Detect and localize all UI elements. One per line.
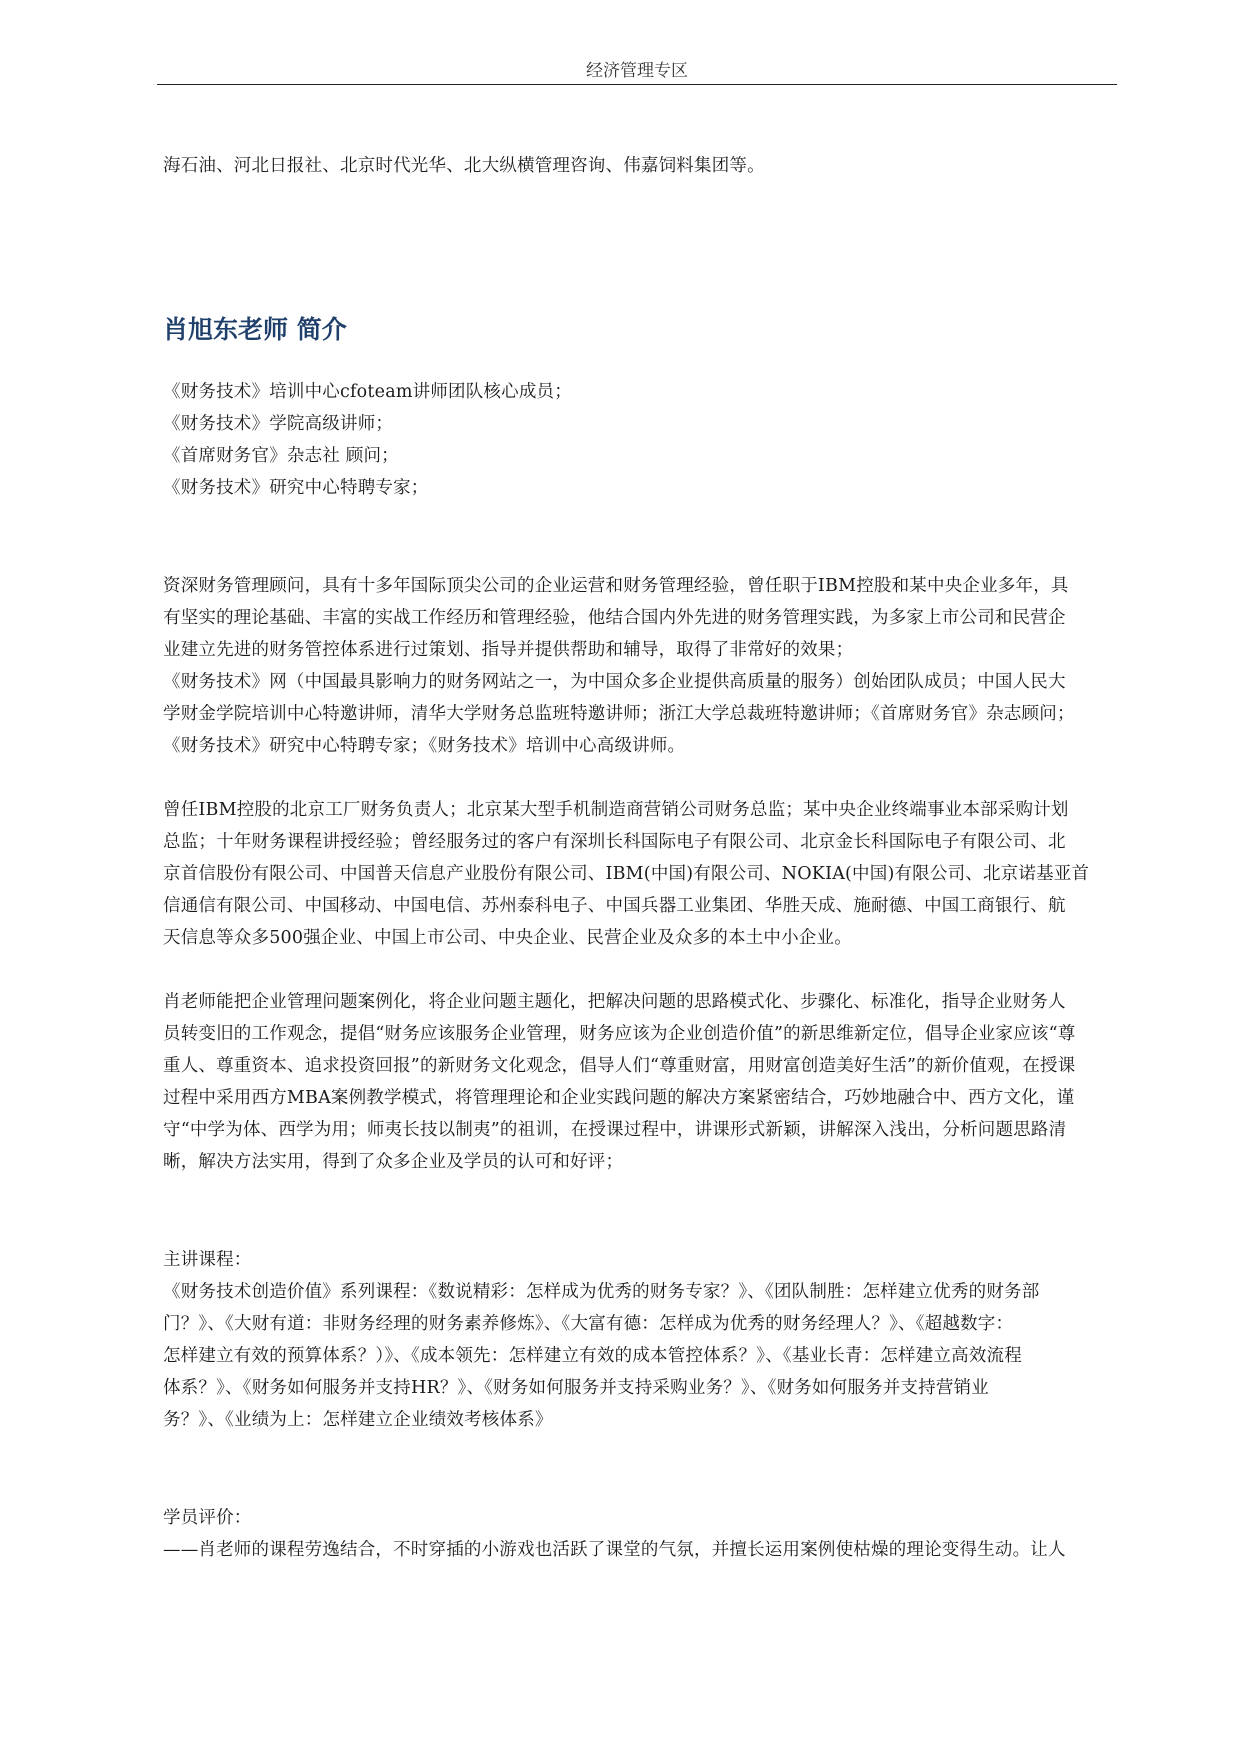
- paragraph-line: 守“中学为体、西学为用；师夷长技以制夷”的祖训，在授课过程中，讲课形式新颖，讲解深入浅出，分析问题思路清: [163, 1120, 1067, 1140]
- intro-tail-text: 海石油、河北日报社、北京时代光华、北大纵横管理咨询、伟嘉饲料集团等。: [163, 156, 765, 176]
- course-line: 体系？》、《财务如何服务并支持HR？》、《财务如何服务并支持采购业务？》、《财务如何服务并支持营销业: [163, 1378, 989, 1398]
- paragraph-line: 业建立先进的财务管控体系进行过策划、指导并提供帮助和辅导，取得了非常好的效果；: [163, 640, 854, 660]
- review-line: ——肖老师的课程劳逸结合，不时穿插的小游戏也活跃了课堂的气氛，并擅长运用案例使枯燥的理论变得生动。让人: [163, 1540, 1066, 1560]
- role-line: 《财务技术》学院高级讲师；: [163, 414, 394, 434]
- course-line: 门？》、《大财有道：非财务经理的财务素养修炼》、《大富有德：怎样成为优秀的财务经理人？》、《超越数字：: [163, 1314, 1014, 1334]
- paragraph-line: 资深财务管理顾问，具有十多年国际顶尖公司的企业运营和财务管理经验，曾任职于IBM控股和某中央企业多年，具: [163, 576, 1069, 596]
- course-line: 怎样建立有效的预算体系？）》、《成本领先：怎样建立有效的成本管控体系？》、《基业长青：怎样建立高效流程: [163, 1346, 1022, 1366]
- paragraph-line: 信通信有限公司、中国移动、中国电信、苏州泰科电子、中国兵器工业集团、华胜天成、施耐德、中国工商银行、航: [163, 896, 1066, 916]
- paragraph-line: 肖老师能把企业管理问题案例化，将企业问题主题化，把解决问题的思路模式化、步骤化、标准化，指导企业财务人: [163, 992, 1066, 1012]
- paragraph-line: 晰，解决方法实用，得到了众多企业及学员的认可和好评；: [163, 1152, 624, 1172]
- section-title: 肖旭东老师 简介: [163, 315, 347, 344]
- course-line: 《财务技术创造价值》系列课程：《数说精彩：怎样成为优秀的财务专家？》、《团队制胜：怎样建立优秀的财务部: [163, 1282, 1040, 1302]
- paragraph-line: 重人、尊重资本、追求投资回报”的新财务文化观念，倡导人们“尊重财富，用财富创造美好生活”的新价值观，在授课: [163, 1056, 1076, 1076]
- paragraph-line: 《财务技术》研究中心特聘专家；《财务技术》培训中心高级讲师。: [163, 736, 686, 756]
- paragraph-line: 京首信股份有限公司、中国普天信息产业股份有限公司、IBM(中国)有限公司、NOKIA(中国)有限公司、北京诺基亚首: [163, 864, 1090, 884]
- paragraph-line: 员转变旧的工作观念，提倡“财务应该服务企业管理，财务应该为企业创造价值”的新思维新定位，倡导企业家应该“尊: [163, 1024, 1076, 1044]
- reviews-heading: 学员评价：: [163, 1508, 252, 1528]
- paragraph-line: 过程中采用西方MBA案例教学模式，将管理理论和企业实践问题的解决方案紧密结合，巧妙地融合中、西方文化，谨: [163, 1088, 1075, 1108]
- courses-heading: 主讲课程：: [163, 1250, 252, 1270]
- paragraph-line: 有坚实的理论基础、丰富的实战工作经历和管理经验，他结合国内外先进的财务管理实践，为多家上市公司和民营企: [163, 608, 1066, 628]
- paragraph-line: 总监；十年财务课程讲授经验；曾经服务过的客户有深圳长科国际电子有限公司、北京金长科国际电子有限公司、北: [163, 832, 1066, 852]
- role-line: 《财务技术》研究中心特聘专家；: [163, 478, 429, 498]
- paragraph-line: 曾任IBM控股的北京工厂财务负责人；北京某大型手机制造商营销公司财务总监；某中央企业终端事业本部采购计划: [163, 800, 1069, 820]
- paragraph-line: 天信息等众多500强企业、中国上市公司、中央企业、民营企业及众多的本土中小企业。: [163, 928, 852, 948]
- course-line: 务？》、《业绩为上：怎样建立企业绩效考核体系》: [163, 1410, 553, 1430]
- header-title: 经济管理专区: [586, 61, 688, 81]
- paragraph-line: 《财务技术》网（中国最具影响力的财务网站之一，为中国众多企业提供高质量的服务）创始团队成员；中国人民大: [163, 672, 1066, 692]
- role-line: 《首席财务官》杂志社 顾问；: [163, 446, 399, 466]
- page-header: [157, 56, 1117, 85]
- role-line: 《财务技术》培训中心cfoteam讲师团队核心成员；: [163, 382, 572, 402]
- paragraph-line: 学财金学院培训中心特邀讲师，清华大学财务总监班特邀讲师；浙江大学总裁班特邀讲师；《首席财务官》杂志顾问；: [163, 704, 1075, 724]
